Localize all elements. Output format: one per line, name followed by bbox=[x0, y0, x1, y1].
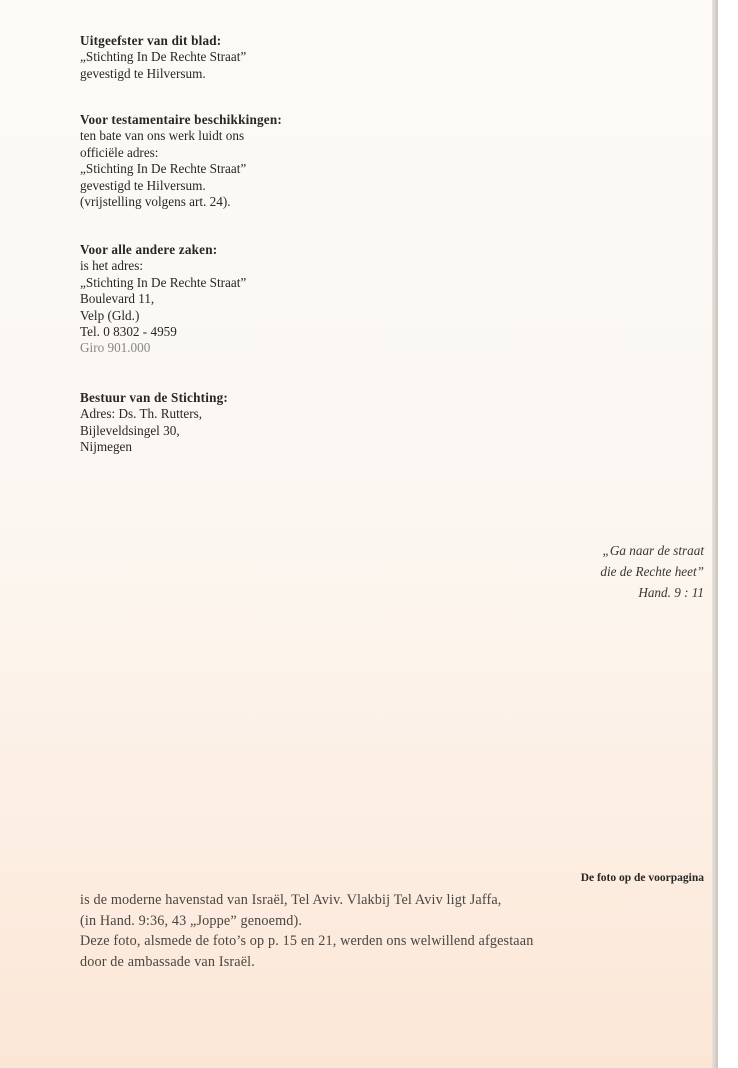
testament-heading: Voor testamentaire beschikkingen: bbox=[80, 112, 282, 127]
publisher-line: „Stichting In De Rechte Straat” bbox=[80, 49, 247, 65]
other-matters-heading: Voor alle andere zaken: bbox=[80, 242, 218, 257]
board-line: Bijleveldsingel 30, bbox=[80, 422, 180, 438]
bible-quote bbox=[600, 540, 704, 603]
board-line: Adres: Ds. Th. Rutters, bbox=[80, 406, 203, 422]
cover-photo-line: Deze foto, alsmede de foto’s op p. 15 en 21, werden ons welwillend afgestaan bbox=[80, 933, 534, 949]
board-block bbox=[80, 390, 228, 456]
quote-reference: Hand. 9 : 11 bbox=[638, 585, 704, 600]
quote-line: „Ga naar de straat bbox=[602, 543, 704, 558]
quote-line: die de Rechte heet” bbox=[600, 564, 704, 579]
testament-line: (vrijstelling volgens art. 24). bbox=[80, 194, 231, 210]
publisher-line: gevestigd te Hilversum. bbox=[80, 65, 206, 81]
giro-line: Giro 901.000 bbox=[80, 340, 151, 356]
other-matters-block bbox=[80, 242, 246, 357]
publisher-block bbox=[80, 33, 246, 82]
cover-photo-heading: De foto op de voorpagina bbox=[580, 872, 704, 884]
board-line: Nijmegen bbox=[80, 439, 133, 455]
address-line: „Stichting In De Rechte Straat” bbox=[80, 274, 247, 290]
testament-line: ten bate van ons werk luidt ons bbox=[80, 128, 245, 144]
address-line: is het adres: bbox=[80, 258, 143, 274]
address-line: Boulevard 11, bbox=[80, 291, 155, 307]
testament-line: officiële adres: bbox=[80, 144, 159, 160]
testament-line: „Stichting In De Rechte Straat” bbox=[80, 161, 247, 177]
cover-photo-line: is de moderne havenstad van Israël, Tel Aviv. Vlakbij Tel Aviv ligt Jaffa, bbox=[80, 892, 502, 908]
testament-line: gevestigd te Hilversum. bbox=[80, 177, 206, 193]
cover-photo-text bbox=[80, 890, 682, 972]
cover-photo-line: (in Hand. 9:36, 43 „Joppe” genoemd). bbox=[80, 912, 303, 929]
address-line: Velp (Gld.) bbox=[80, 307, 140, 323]
board-heading: Bestuur van de Stichting: bbox=[80, 390, 229, 405]
phone-line: Tel. 0 8302 - 4959 bbox=[80, 324, 177, 340]
publisher-heading: Uitgeefster van dit blad: bbox=[80, 33, 222, 48]
cover-photo-line: door de ambassade van Israël. bbox=[80, 953, 255, 970]
page-edge bbox=[712, 0, 718, 1068]
testament-block bbox=[80, 112, 282, 210]
